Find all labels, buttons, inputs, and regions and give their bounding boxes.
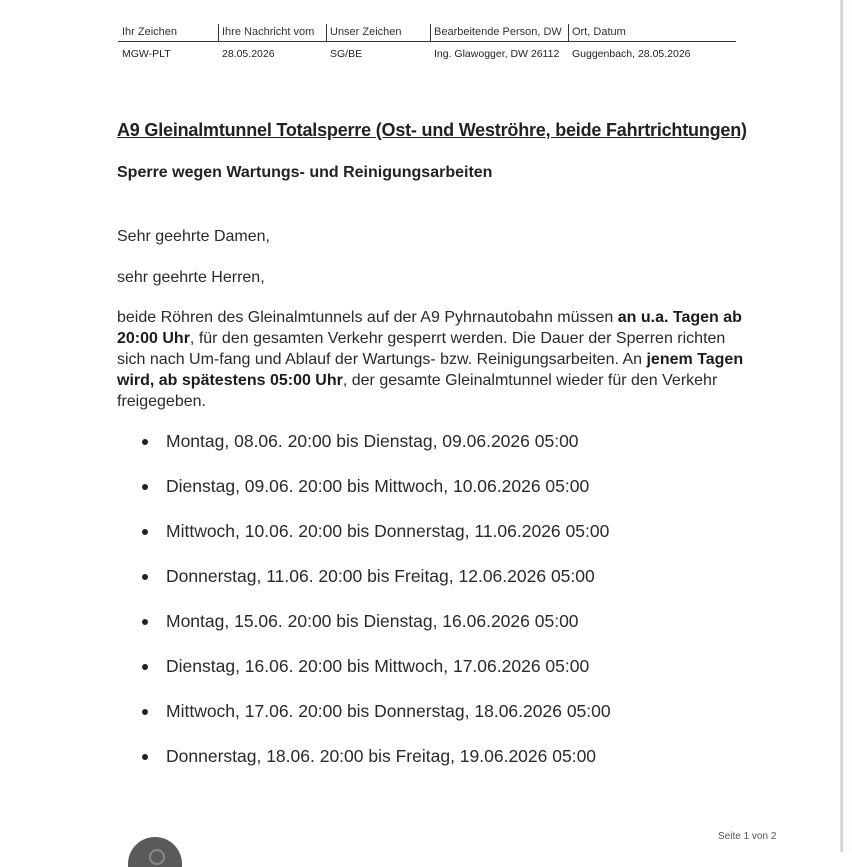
ref-value: SG/BE: [330, 48, 363, 60]
para-text-3: , der gesamte Gleinalmtunnel wieder für den Verkehr freigegeben.: [117, 372, 718, 410]
logo-icon: [149, 849, 165, 865]
logo-mark: [128, 837, 182, 867]
closure-text: Montag, 15.06. 20:00 bis Dienstag, 16.06.2026 05:00: [166, 611, 579, 631]
salutation-line-2: sehr geehrte Herren,: [117, 269, 265, 286]
para-bold-2: jenem Tagen wird, ab spätestens 05:00 Uhr: [117, 351, 744, 389]
ref-header: Bearbeitende Person, DW: [434, 26, 562, 38]
bullet-icon: [142, 664, 148, 670]
ref-separator: [430, 24, 431, 42]
closure-text: Donnerstag, 18.06. 20:00 bis Freitag, 19.06.2026 05:00: [166, 746, 597, 766]
closure-text: Montag, 08.06. 20:00 bis Dienstag, 09.06.2026 05:00: [166, 431, 579, 451]
bullet-icon: [142, 439, 148, 445]
bullet-icon: [142, 754, 148, 760]
ref-value: Ing. Glawogger, DW 26112: [434, 48, 560, 60]
para-text-1: beide Röhren des Gleinalmtunnels auf der A9 Pyhrnautobahn müssen: [117, 309, 618, 326]
ref-separator: [218, 24, 219, 42]
ref-header: Ihr Zeichen: [122, 26, 178, 38]
document-subtitle: Sperre wegen Wartungs- und Reinigungsarbeiten: [117, 164, 493, 181]
ref-separator: [568, 24, 569, 42]
closure-text: Donnerstag, 11.06. 20:00 bis Freitag, 12.06.2026 05:00: [166, 566, 595, 586]
ref-value: Guggenbach, 28.05.2026: [572, 48, 691, 60]
bullet-icon: [142, 529, 148, 535]
page-number: Seite 1 von 2: [718, 831, 777, 842]
ref-value: 28.05.2026: [222, 48, 275, 60]
body-paragraph: [117, 307, 753, 412]
para-text-2: , für den gesamten Verkehr gesperrt werden. Die Dauer der Sperren richten sich nach Um-fang und Ablauf der Wartungs- bzw. Reinigungsarbeiten. An: [117, 330, 726, 368]
ref-header: Unser Zeichen: [330, 26, 402, 38]
closure-text: Mittwoch, 10.06. 20:00 bis Donnerstag, 11.06.2026 05:00: [166, 521, 610, 541]
closure-text: Mittwoch, 17.06. 20:00 bis Donnerstag, 18.06.2026 05:00: [166, 701, 611, 721]
reference-table: [118, 22, 736, 66]
bullet-icon: [142, 619, 148, 625]
closure-text: Dienstag, 09.06. 20:00 bis Mittwoch, 10.06.2026 05:00: [166, 476, 590, 496]
document-title: A9 Gleinalmtunnel Totalsperre (Ost- und Weströhre, beide Fahrtrichtungen): [117, 120, 747, 140]
ref-header: Ort, Datum: [572, 26, 626, 38]
closure-text: Dienstag, 16.06. 20:00 bis Mittwoch, 17.06.2026 05:00: [166, 656, 590, 676]
ref-value: MGW-PLT: [122, 48, 171, 60]
bullet-icon: [142, 574, 148, 580]
para-bold-1: an u.a. Tagen ab 20:00 Uhr: [117, 309, 742, 347]
bullet-icon: [142, 709, 148, 715]
bullet-icon: [142, 484, 148, 490]
salutation-line-1: Sehr geehrte Damen,: [117, 228, 270, 245]
scan-margin: [843, 0, 852, 852]
ref-separator: [326, 24, 327, 42]
reference-table-rule: [118, 41, 736, 42]
ref-header: Ihre Nachricht vom: [222, 26, 315, 38]
